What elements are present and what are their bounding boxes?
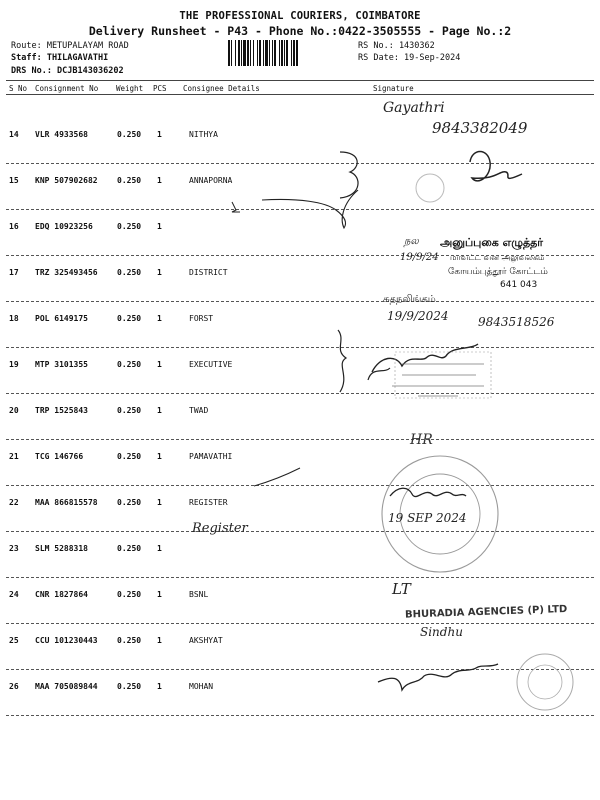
row-sno: 20 bbox=[9, 406, 19, 415]
r25-name: Sindhu bbox=[420, 625, 463, 639]
col-signature: Signature bbox=[373, 84, 414, 93]
row-sno: 25 bbox=[9, 636, 19, 645]
row-consignment-no: CCU 101230443 bbox=[35, 636, 98, 645]
row-pcs: 1 bbox=[157, 176, 162, 185]
row-divider bbox=[6, 301, 594, 302]
rs-number: RS No.: 1430362 bbox=[358, 41, 435, 51]
row-divider bbox=[6, 209, 594, 210]
col-consignee: Consignee Details bbox=[183, 84, 260, 93]
row-pcs: 1 bbox=[157, 682, 162, 691]
row-divider bbox=[6, 439, 594, 440]
row-consignment-no: MAA 705089844 bbox=[35, 682, 98, 691]
row-sno: 26 bbox=[9, 682, 19, 691]
row-weight: 0.250 bbox=[117, 130, 142, 139]
row-consignee: MOHAN bbox=[189, 682, 214, 691]
row-sno: 15 bbox=[9, 176, 19, 185]
row-pcs: 1 bbox=[157, 314, 162, 323]
row-consignment-no: POL 6149175 bbox=[35, 314, 88, 323]
r26-seal bbox=[517, 654, 573, 710]
row-pcs: 1 bbox=[157, 498, 162, 507]
r23-stamp-date: 19 SEP 2024 bbox=[388, 511, 467, 525]
r17-stamp-line2: மாவட்ட வன அலுவலகம் bbox=[450, 253, 545, 262]
row-divider bbox=[6, 347, 594, 348]
col-sno: S No bbox=[9, 84, 28, 93]
col-weight: Weight bbox=[116, 84, 144, 93]
r22-check bbox=[254, 468, 300, 486]
row-sno: 22 bbox=[9, 498, 19, 507]
row-divider bbox=[6, 577, 594, 578]
r22-signature bbox=[390, 488, 466, 496]
r26-signature bbox=[378, 664, 498, 690]
r14-phone: 9843382049 bbox=[432, 119, 528, 137]
row-consignee: NITHYA bbox=[189, 130, 218, 139]
row-consignment-no: TRP 1525843 bbox=[35, 406, 88, 415]
col-pcs: PCS bbox=[153, 84, 167, 93]
row-consignment-no: MAA 866815578 bbox=[35, 498, 98, 507]
row-weight: 0.250 bbox=[117, 636, 142, 645]
row-divider bbox=[6, 255, 594, 256]
row-consignee: REGISTER bbox=[189, 498, 228, 507]
drs-number: DRS No.: DCJB143036202 bbox=[11, 66, 124, 76]
row-pcs: 1 bbox=[157, 268, 162, 277]
row-weight: 0.250 bbox=[117, 682, 142, 691]
r21-mark: HR bbox=[410, 432, 433, 448]
row-consignee: BSNL bbox=[189, 590, 209, 599]
row-consignee: FORST bbox=[189, 314, 214, 323]
row-pcs: 1 bbox=[157, 636, 162, 645]
row-pcs: 1 bbox=[157, 544, 162, 553]
row-weight: 0.250 bbox=[117, 406, 142, 415]
row-sno: 16 bbox=[9, 222, 19, 231]
r25-stamp: BHURADIA AGENCIES (P) LTD bbox=[404, 603, 568, 621]
row-weight: 0.250 bbox=[117, 544, 142, 553]
row-weight: 0.250 bbox=[117, 222, 142, 231]
row-consignee: EXECUTIVE bbox=[189, 360, 233, 369]
row-divider bbox=[6, 163, 594, 164]
r17-stamp-line1: அனுப்புகை எழுத்தர் bbox=[440, 236, 544, 249]
r20-stamp bbox=[395, 352, 491, 398]
r17-stamp-line3: கோயம்புத்தூர் கோட்டம் bbox=[448, 267, 548, 277]
row-consignment-no: MTP 3101355 bbox=[35, 360, 88, 369]
row-divider bbox=[6, 623, 594, 624]
r16-tick bbox=[232, 202, 240, 212]
row-weight: 0.250 bbox=[117, 268, 142, 277]
r23-consignee-written: Register bbox=[192, 521, 248, 536]
row-consignment-no: SLM 5288318 bbox=[35, 544, 88, 553]
route-label: Route: METUPALAYAM ROAD bbox=[11, 41, 129, 51]
row-consignment-no: TCG 146766 bbox=[35, 452, 84, 461]
row-consignee: AKSHYAT bbox=[189, 636, 223, 645]
row-pcs: 1 bbox=[157, 452, 162, 461]
col-consignment: Consignment No bbox=[35, 84, 99, 93]
row-consignment-no: VLR 4933568 bbox=[35, 130, 88, 139]
row-sno: 23 bbox=[9, 544, 19, 553]
row-sno: 24 bbox=[9, 590, 19, 599]
row-consignee: TWAD bbox=[189, 406, 209, 415]
r18-note: சுதநலிங்கம் bbox=[383, 294, 436, 305]
row-consignment-no: CNR 1827864 bbox=[35, 590, 88, 599]
row-consignment-no: EDQ 10923256 bbox=[35, 222, 93, 231]
r18-date: 19/9/2024 bbox=[387, 309, 449, 323]
row-weight: 0.250 bbox=[117, 360, 142, 369]
company-title: THE PROFESSIONAL COURIERS, COIMBATORE bbox=[179, 10, 421, 22]
r15-brace-mark bbox=[340, 152, 358, 198]
row-divider bbox=[6, 669, 594, 670]
row-pcs: 1 bbox=[157, 222, 162, 231]
row-sno: 17 bbox=[9, 268, 19, 277]
r19-brace-mark bbox=[338, 330, 346, 392]
row-consignee: PAMAVATHI bbox=[189, 452, 233, 461]
r15-signature bbox=[470, 152, 522, 181]
r18-phone: 9843518526 bbox=[478, 315, 555, 329]
row-sno: 21 bbox=[9, 452, 19, 461]
row-weight: 0.250 bbox=[117, 452, 142, 461]
barcode bbox=[228, 40, 354, 66]
header-divider-top bbox=[6, 80, 594, 81]
row-consignment-no: TRZ 325493456 bbox=[35, 268, 98, 277]
row-pcs: 1 bbox=[157, 590, 162, 599]
rs-date: RS Date: 19-Sep-2024 bbox=[358, 53, 461, 63]
row-weight: 0.250 bbox=[117, 314, 142, 323]
runsheet-title: Delivery Runsheet - P43 - Phone No.:0422-3505555 - Page No.:2 bbox=[88, 24, 512, 38]
row-consignment-no: KNP 507902682 bbox=[35, 176, 98, 185]
r22-institute-seal bbox=[382, 456, 498, 572]
row-weight: 0.250 bbox=[117, 176, 142, 185]
r17-date: 19/9/24 bbox=[400, 252, 439, 263]
row-sno: 14 bbox=[9, 130, 19, 139]
row-weight: 0.250 bbox=[117, 498, 142, 507]
row-pcs: 1 bbox=[157, 130, 162, 139]
row-sno: 19 bbox=[9, 360, 19, 369]
r14-name: Gayathri bbox=[383, 100, 445, 116]
row-consignee: DISTRICT bbox=[189, 268, 228, 277]
row-sno: 18 bbox=[9, 314, 19, 323]
row-divider bbox=[6, 531, 594, 532]
r17-stamp-line4: 641 043 bbox=[500, 280, 538, 290]
row-divider bbox=[6, 715, 594, 716]
r19-signature bbox=[372, 344, 478, 372]
staff-label: Staff: THILAGAVATHI bbox=[11, 53, 109, 63]
row-pcs: 1 bbox=[157, 360, 162, 369]
row-weight: 0.250 bbox=[117, 590, 142, 599]
svg-text:நல: நல bbox=[404, 236, 419, 247]
r16-smudge bbox=[416, 174, 444, 202]
row-consignee: ANNAPORNA bbox=[189, 176, 233, 185]
row-pcs: 1 bbox=[157, 406, 162, 415]
header-divider-bottom bbox=[6, 94, 594, 95]
row-divider bbox=[6, 485, 594, 486]
r24-mark: LT bbox=[392, 580, 411, 598]
row-divider bbox=[6, 393, 594, 394]
